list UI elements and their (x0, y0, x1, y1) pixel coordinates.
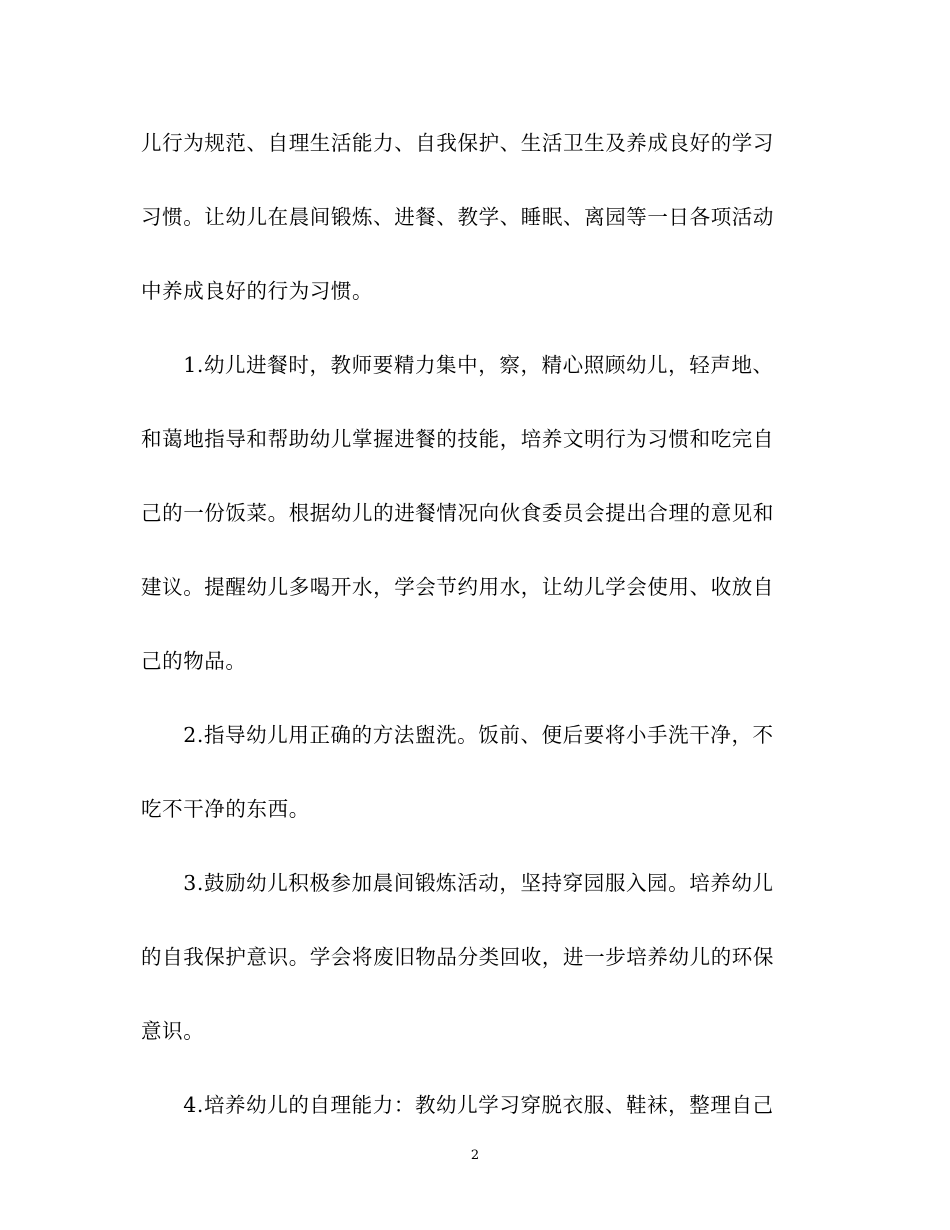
page-number: 2 (470, 1148, 480, 1163)
text-line: 中养成良好的行为习惯。 (141, 279, 374, 303)
text-line: 习惯。让幼儿在晨间锻炼、进餐、教学、睡眠、离园等一日各项活动 (141, 205, 774, 229)
text-line: 1.幼儿进餐时，教师要精力集中，察，精心照顾幼儿，轻声地、 (141, 353, 774, 377)
text-line: 吃不干净的东西。 (141, 797, 310, 821)
text-line: 儿行为规范、自理生活能力、自我保护、生活卫生及养成良好的学习 (141, 131, 774, 155)
text-line: 己的一份饭菜。根据幼儿的进餐情况向伙食委员会提出合理的意见和 (141, 501, 774, 525)
text-line: 意识。 (141, 1019, 205, 1043)
text-line: 的自我保护意识。学会将废旧物品分类回收，进一步培养幼儿的环保 (141, 945, 774, 969)
text-line: 和蔼地指导和帮助幼儿掌握进餐的技能，培养文明行为习惯和吃完自 (141, 427, 774, 451)
text-line: 4.培养幼儿的自理能力：教幼儿学习穿脱衣服、鞋袜，整理自己 (141, 1093, 774, 1117)
text-line: 2.指导幼儿用正确的方法盥洗。饭前、便后要将小手洗干净，不 (141, 723, 774, 747)
text-line: 己的物品。 (141, 649, 247, 673)
text-line: 建议。提醒幼儿多喝开水，学会节约用水，让幼儿学会使用、收放自 (141, 575, 774, 599)
text-line: 3.鼓励幼儿积极参加晨间锻炼活动，坚持穿园服入园。培养幼儿 (141, 871, 774, 895)
